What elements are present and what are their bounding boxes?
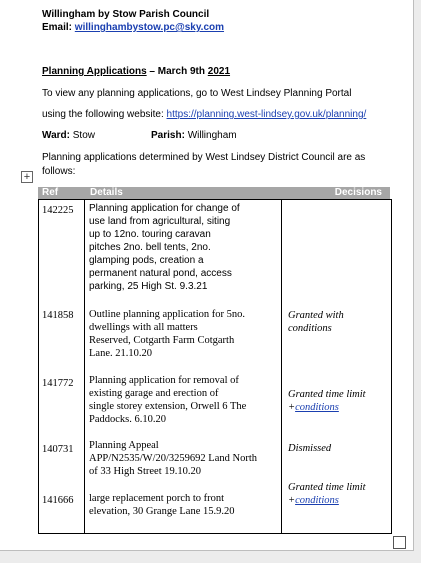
ref-column [39, 200, 85, 534]
planning-heading-title: Planning Applications [42, 66, 147, 77]
vertical-scrollbar[interactable] [414, 0, 421, 563]
details-cell: large replacement porch to front elevation, 30 Grange Lane 15.9.20 [89, 493, 235, 517]
header-ref: Ref [42, 187, 59, 198]
details-cell: Planning application for removal of existing garage and erection of single storey extension, Orwell 6 The Paddocks. 6.10.20 [89, 375, 247, 425]
decision-cell: Granted with conditions [288, 310, 344, 334]
determined-line-1: Planning applications determined by West Lindsey District Council are as [42, 152, 366, 163]
planning-heading [42, 66, 230, 78]
email-link[interactable]: willinghambystow.pc@sky.com [74, 22, 225, 33]
decision-cell: Granted time limit +conditions [288, 482, 366, 506]
ref-cell: 140731 [42, 444, 74, 455]
decisions-column [282, 200, 392, 534]
conditions-link[interactable]: conditions [295, 402, 339, 413]
ref-cell: 141858 [42, 310, 74, 321]
intro-line-1: To view any planning applications, go to West Lindsey Planning Portal [42, 88, 352, 99]
planning-heading-year: 2021 [207, 66, 231, 77]
details-cell: Planning Appeal APP/N2535/W/20/3259692 Land North of 33 High Street 19.10.20 [89, 440, 257, 477]
ward-value: Stow [72, 130, 95, 141]
resize-handle-icon[interactable] [393, 536, 406, 549]
planning-heading-date: – March 9th [146, 66, 208, 77]
details-cell: Planning application for change of use land from agricultural, siting up to 12no. touring caravan pitches 2no. bell tents, 2no. glamping pods, creation a permanent natural pond, access parking, 25 High St. 9.3.21 [89, 203, 240, 292]
table-row [39, 200, 392, 534]
move-cross-icon[interactable]: + [21, 171, 33, 183]
ward-label: Ward: [42, 130, 70, 141]
header-decisions: Decisions [334, 187, 382, 198]
details-cell: Outline planning application for 5no. dwellings with all matters Reserved, Cotgarth Farm Cotgarth Lane. 21.10.20 [89, 309, 246, 359]
parish-label: Parish: [151, 130, 185, 141]
horizontal-scrollbar[interactable] [0, 551, 414, 563]
council-title: Willingham by Stow Parish Council [42, 9, 210, 20]
decision-cell: Dismissed [288, 443, 332, 454]
details-column [85, 200, 282, 534]
table-header [38, 187, 390, 199]
email-label: Email: [42, 22, 73, 33]
ref-cell: 141666 [42, 495, 74, 506]
parish-info [151, 130, 237, 142]
determined-line-2: follows: [42, 166, 76, 177]
ref-cell: 142225 [42, 205, 74, 216]
ref-cell: 141772 [42, 378, 74, 389]
header-details: Details [90, 187, 123, 198]
parish-value: Willingham [187, 130, 237, 141]
website-link[interactable]: https://planning.west-lindsey.gov.uk/planning/ [166, 109, 367, 120]
ward-info [42, 130, 95, 142]
decision-cell: Granted time limit +conditions [288, 389, 366, 413]
intro-line-2 [42, 109, 366, 121]
applications-table [38, 199, 392, 534]
intro-line-2-prefix: using the following website: [42, 109, 167, 120]
email-line [42, 22, 224, 34]
conditions-link[interactable]: conditions [295, 495, 339, 506]
